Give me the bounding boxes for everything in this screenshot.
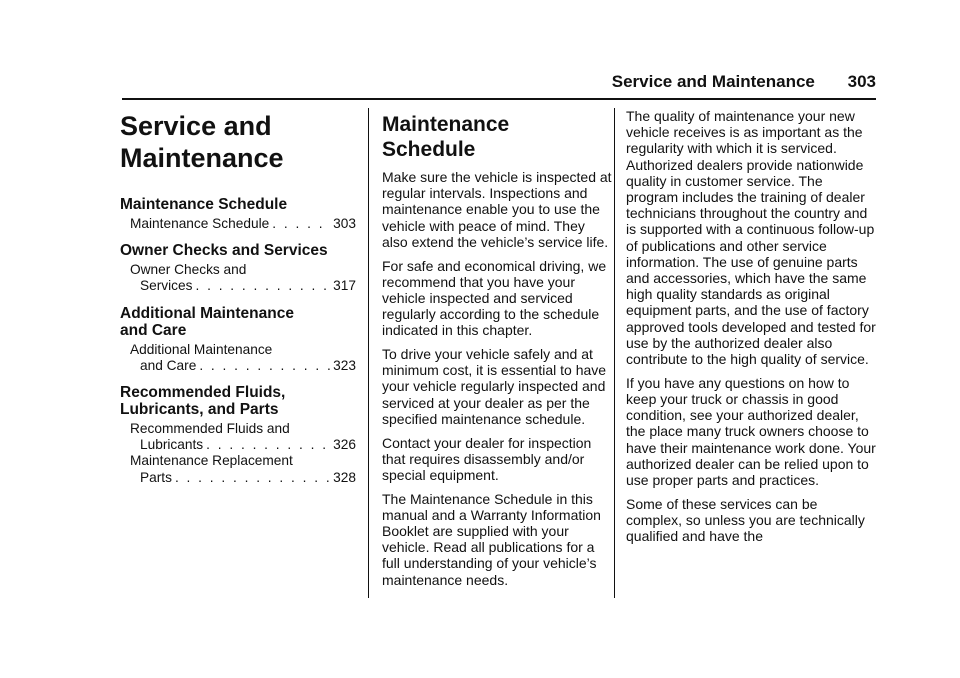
toc-entry[interactable]: Additional Maintenance and Care . . . 323 bbox=[120, 342, 356, 374]
column-divider-right bbox=[614, 108, 615, 598]
toc-heading: Recommended Fluids, Lubricants, and Parts bbox=[120, 384, 286, 419]
paragraph: If you have any questions on how to keep your truck or chassis in good condition, see your authorized dealer, the place many truck owners choose to have their maintenance work done. Your authorized dealer can be relied upon to use proper parts and practices. bbox=[626, 374, 876, 488]
toc-entry[interactable]: Recommended Fluids and Lubricants . . . 326 bbox=[120, 421, 356, 453]
paragraph: Some of these services can be complex, so unless you are technically qualified and have the bbox=[626, 495, 865, 545]
toc-heading: Additional Maintenance and Care bbox=[120, 304, 294, 339]
toc-entry[interactable]: Maintenance Schedule . . . 303 bbox=[120, 216, 356, 232]
chapter-title: Service and Maintenance bbox=[120, 111, 284, 173]
paragraph: The Maintenance Schedule in this manual and a Warranty Information Booklet are supplied with your vehicle. Read all publications for a full understanding of your vehicle’s maintenance needs. bbox=[382, 490, 601, 588]
body-column-3 bbox=[626, 108, 876, 552]
toc-page-number: 303 bbox=[333, 216, 356, 231]
paragraph: Contact your dealer for inspection that requires disassembly and/or special equipment. bbox=[382, 434, 592, 483]
toc-page-number: 326 bbox=[333, 437, 356, 453]
paragraph: The quality of maintenance your new vehicle receives is as important as the regularity with which it is serviced. Authorized dealers provide nationwide quality in customer service. The program includes the training of dealer technicians throughout the country and is supported with a continuous follow-up of publications and other service information. The use of genuine parts and accessories, which have the same high quality standards as original equipment parts, and the use of factory approved tools developed and tested for use by the authorized dealer also contribute to the high quality of service. bbox=[626, 108, 876, 368]
page-header bbox=[0, 72, 876, 96]
body-column-2 bbox=[382, 110, 612, 595]
toc-entry[interactable]: Maintenance Replacement Parts . . . 328 bbox=[120, 453, 356, 485]
toc-page-number: 323 bbox=[333, 357, 356, 373]
toc-heading: Maintenance Schedule bbox=[120, 196, 288, 213]
column-divider-left bbox=[368, 108, 369, 598]
toc-page-number: 317 bbox=[333, 278, 356, 294]
chapter-toc bbox=[120, 110, 356, 496]
section-title: Maintenance Schedule bbox=[382, 113, 510, 161]
toc-heading: Owner Checks and Services bbox=[120, 242, 328, 260]
toc-page-number: 328 bbox=[333, 469, 356, 485]
paragraph: For safe and economical driving, we recommend that you have your vehicle inspected and serviced regularly according to the schedule indicated in this chapter. bbox=[382, 257, 607, 339]
toc-section-maintenance-schedule bbox=[120, 196, 356, 232]
toc-section-owner-checks bbox=[120, 242, 356, 294]
paragraph: To drive your vehicle safely and at minimum cost, it is essential to have your vehicle regularly inspected and serviced at your dealer as per the specified maintenance schedule. bbox=[382, 346, 607, 427]
header-rule bbox=[122, 98, 876, 100]
running-section-title: Service and Maintenance bbox=[611, 72, 815, 91]
paragraph: Make sure the vehicle is inspected at regular intervals. Inspections and maintenance enable you to use the vehicle with peace of mind. They also extend the vehicle’s service life. bbox=[382, 169, 612, 250]
page-number: 303 bbox=[847, 72, 876, 91]
toc-section-additional-maintenance bbox=[120, 305, 356, 374]
toc-entry[interactable]: Owner Checks and Services . . . 317 bbox=[120, 262, 356, 294]
toc-section-recommended-fluids bbox=[120, 384, 356, 486]
